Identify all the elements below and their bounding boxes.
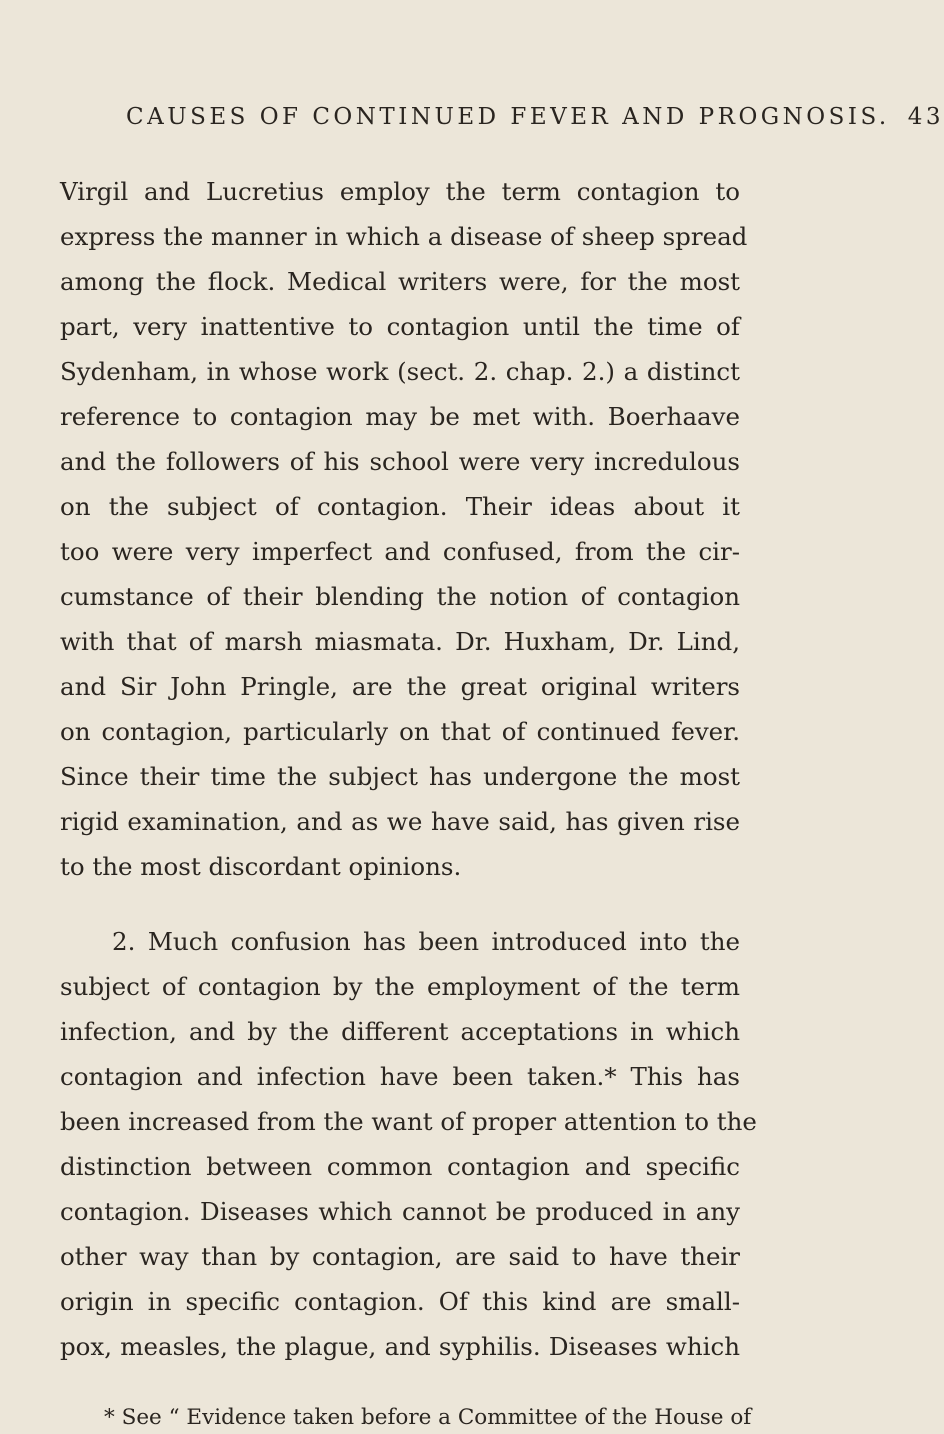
text-line: with that of marsh miasmata. Dr. Huxham, Dr. Lind, xyxy=(60,627,740,656)
page-number: 43 xyxy=(907,104,944,130)
text-line: and Sir John Pringle, are the great original writers xyxy=(60,672,740,701)
text-line: express the manner in which a disease of sheep spread xyxy=(60,222,748,251)
text-line: been increased from the want of proper attention to the xyxy=(60,1107,757,1136)
text-line: other way than by contagion, are said to have their xyxy=(60,1242,740,1271)
text-line: origin in specific contagion. Of this kind are small- xyxy=(60,1287,740,1316)
text-line: and the followers of his school were very incredulous xyxy=(60,447,740,476)
text-line: Virgil and Lucretius employ the term contagion to xyxy=(60,177,740,206)
text-line: contagion and infection have been taken.* This has xyxy=(60,1062,740,1091)
text-line: subject of contagion by the employment of the term xyxy=(60,972,740,1001)
footnote-line: * See “ Evidence taken before a Committee of the House of xyxy=(104,1405,752,1430)
text-line: too were very imperfect and confused, from the cir- xyxy=(60,537,740,566)
running-title: CAUSES OF CONTINUED FEVER AND PROGNOSIS. xyxy=(126,104,890,130)
text-line: distinction between common contagion and specific xyxy=(60,1152,740,1181)
text-line: Since their time the subject has undergone the most xyxy=(60,762,740,791)
text-line: rigid examination, and as we have said, has given rise xyxy=(60,807,740,836)
running-header xyxy=(126,104,944,130)
text-line: infection, and by the different acceptations in which xyxy=(60,1017,740,1046)
text-line: pox, measles, the plague, and syphilis. Diseases which xyxy=(60,1332,740,1361)
text-line: among the flock. Medical writers were, for the most xyxy=(60,267,740,296)
text-line: part, very inattentive to contagion until the time of xyxy=(60,312,740,341)
text-line: contagion. Diseases which cannot be produced in any xyxy=(60,1197,740,1226)
text-line: 2. Much confusion has been introduced into the xyxy=(112,927,740,956)
text-line: on contagion, particularly on that of continued fever. xyxy=(60,717,740,746)
text-line: on the subject of contagion. Their ideas about it xyxy=(60,492,740,521)
text-line: to the most discordant opinions. xyxy=(60,852,462,881)
text-line: cumstance of their blending the notion of contagion xyxy=(60,582,740,611)
text-line: reference to contagion may be met with. Boerhaave xyxy=(60,402,740,431)
text-line: Sydenham, in whose work (sect. 2. chap. 2.) a distinct xyxy=(60,357,740,386)
